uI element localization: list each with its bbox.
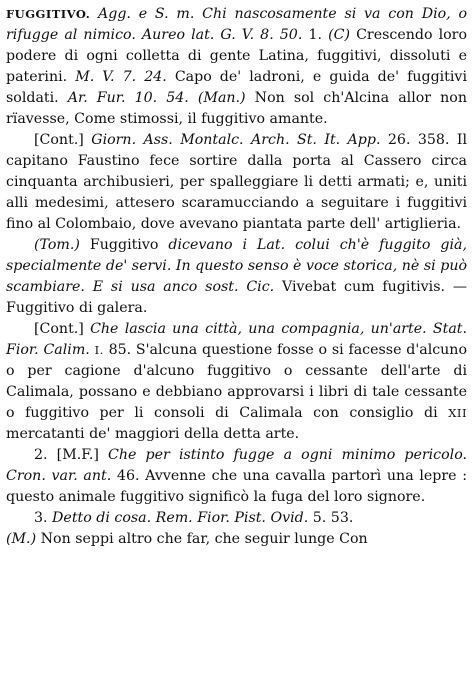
text-run: 26. 358. Il capitano Faustino fece sortire dalla porta al Cassero circa cinquanta archibusieri, per spalleggiare li detti armati; e, uniti alli medesimi, attesero scaramucciando a seguitare i fuggitivi fino al Colombaio, dove avevano piantata parte dell' artiglieria. bbox=[6, 132, 467, 232]
text-run: Fuggitivo bbox=[89, 237, 169, 253]
entry-sense-2-paragraph bbox=[6, 445, 467, 508]
text-run: Agg. e S. m. Chi nascosamente si va con Dio, o rifugge al nimico. Aureo lat. G. V. 8. 50. bbox=[6, 6, 467, 43]
entry-sense-3-quote-paragraph bbox=[6, 529, 467, 550]
text-run: mercatanti de' maggiori della detta arte. bbox=[6, 426, 300, 442]
text-run: M. V. 7. 24. bbox=[75, 69, 167, 85]
text-run: 2. [M.F.] bbox=[34, 447, 109, 463]
text-run: Crescendo loro podere di ogni colletta di gente Latina, fuggitivi, dissoluti e paterini. bbox=[6, 27, 467, 85]
text-run: 46. Avvenne che una cavalla partorì una lepre : questo animale fuggitivo significò la fuga del loro signore. bbox=[6, 468, 468, 505]
text-run: (Tom.) bbox=[34, 237, 90, 253]
text-run: Giorn. Ass. Montalc. Arch. St. It. App. bbox=[91, 132, 381, 148]
text-run: 3. bbox=[34, 510, 53, 526]
text-run: Capo de' ladroni, e guida de' fuggitivi soldati. bbox=[6, 69, 467, 106]
text-run: Non sol ch'Alcina allor non rïavesse, Come stimossi, il fuggitivo amante. bbox=[6, 90, 467, 127]
text-run: Detto di cosa. Rem. Fior. Pist. Ovid. bbox=[52, 510, 309, 526]
text-run: (Man.) bbox=[188, 90, 255, 106]
text-run: 5. 53. bbox=[308, 510, 354, 526]
entry-contemporary-example-paragraph bbox=[6, 130, 467, 235]
entry-definition-paragraph bbox=[6, 4, 467, 130]
text-run: 1. bbox=[308, 27, 322, 43]
text-run: 85. S'alcuna questione fosse o si facesse d'alcuno o per cagione d'alcuno fuggitivo o cessante dell'arte di Calimala, possano e debbiano approvarsi i libri di tale cessante o fuggitivo per li consoli di Calimala con consiglio di bbox=[6, 342, 467, 421]
text-run: [Cont.] bbox=[34, 321, 91, 337]
text-run: Che per istinto fugge a ogni minimo pericolo. Cron. var. ant. bbox=[6, 447, 467, 484]
text-run: I. bbox=[94, 343, 104, 357]
entry-sense-3-paragraph bbox=[6, 508, 467, 529]
text-run: (C) bbox=[321, 27, 357, 43]
text-run: Non seppi altro che far, che seguir lunge Con bbox=[40, 531, 368, 547]
text-run: Vivebat cum fugitivis. — Fuggitivo di galera. bbox=[6, 279, 468, 316]
text-run: FUGGITIVO. bbox=[6, 7, 91, 21]
text-run: dicevano i Lat. colui ch'è fuggito già, specialmente de' servi. In questo senso è voce storica, nè si può scambiare. E si usa anco sost. Cic. bbox=[6, 237, 467, 295]
text-run: XII bbox=[448, 406, 467, 420]
text-run: [Cont.] bbox=[34, 132, 92, 148]
entry-tommaseo-note-paragraph bbox=[6, 235, 467, 319]
text-run: Ar. Fur. 10. 54. bbox=[67, 90, 189, 106]
text-run: (M.) bbox=[6, 531, 41, 547]
text-run: Che lascia una città, una compagnia, un'arte. Stat. Fior. Calim. bbox=[6, 321, 467, 358]
entry-sense-leaving-paragraph bbox=[6, 319, 467, 445]
